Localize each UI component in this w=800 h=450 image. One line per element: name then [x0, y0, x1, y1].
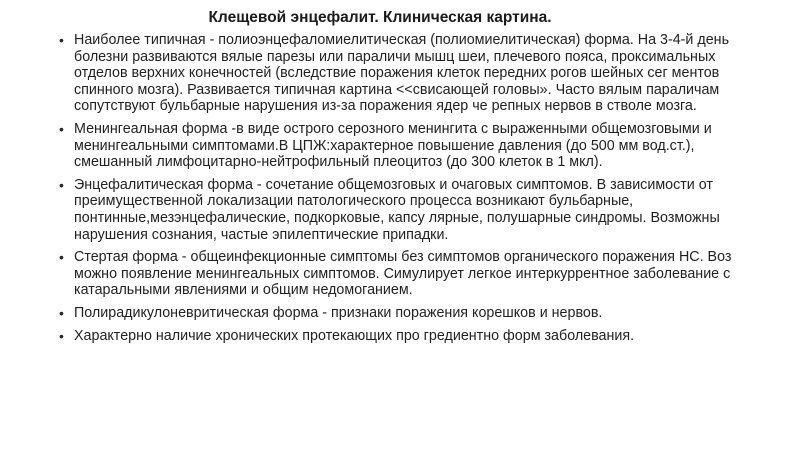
bullet-icon: •	[59, 120, 64, 137]
list-item-text: Стертая форма - общеинфекционные симптомы без симптомов органического поражения НС. Воз можно появление менингеальных симптомов. Симулирует легкое интеркуррентное заболевание с катаральными явлениями и общим недомоганием.	[74, 249, 732, 299]
list-item	[58, 32, 748, 115]
list-item-text: Наиболее типичная - полиоэнцефаломиелитическая (полиомиелитическая) форма. На 3-4-й день болезни развиваются вялые парезы или параличи мышц шеи, плечевого пояса, проксимальных отделов верхних конечностей (вследствие поражения клеток передних рогов шейных сег ментов спинного мозга). Развивается типичная картина <<свисающей головы». Часто вялым параличам сопутствуют бульбарные нарушения из-за поражения ядер че репных нервов в стволе мозга.	[74, 32, 730, 115]
bullet-icon: •	[59, 32, 64, 48]
list-item	[58, 177, 748, 243]
bullet-icon: •	[59, 327, 64, 344]
bullet-icon: •	[59, 176, 64, 193]
bullet-icon: •	[59, 304, 64, 321]
slide-title: Клещевой энцефалит. Клиническая картина.	[208, 9, 552, 26]
list-item	[58, 305, 748, 322]
list-item-text: Энцефалитическая форма - сочетание общемозговых и очаговых симптомов. В зависимости от преимущественной локализации патологического процесса возникают бульбарные, понтинные,мезэнцефалические, подкорковые, капсу лярные, полушарные синдромы. Возможны нарушения сознания, частые эпилептические припадки.	[74, 176, 720, 243]
list-item	[58, 249, 748, 299]
list-item-text: Менингеальная форма -в виде острого серозного менингита с выраженными общемозговыми и менингеальными симптомами.В ЦПЖ:характерное повышение давления (до 500 мм вод.ст.), смешанный лимфоцитарно-нейтрофильный плеоцитоз (до 300 клеток в 1 мкл).	[74, 120, 712, 171]
bullet-list	[58, 32, 748, 350]
list-item-text: Характерно наличие хронических протекающих про гредиентно форм заболевания.	[74, 327, 635, 344]
bullet-icon: •	[59, 249, 64, 266]
list-item-text: Полирадикулоневритическая форма - признаки поражения корешков и нервов.	[74, 304, 603, 321]
list-item	[58, 121, 748, 171]
list-item	[58, 328, 748, 345]
